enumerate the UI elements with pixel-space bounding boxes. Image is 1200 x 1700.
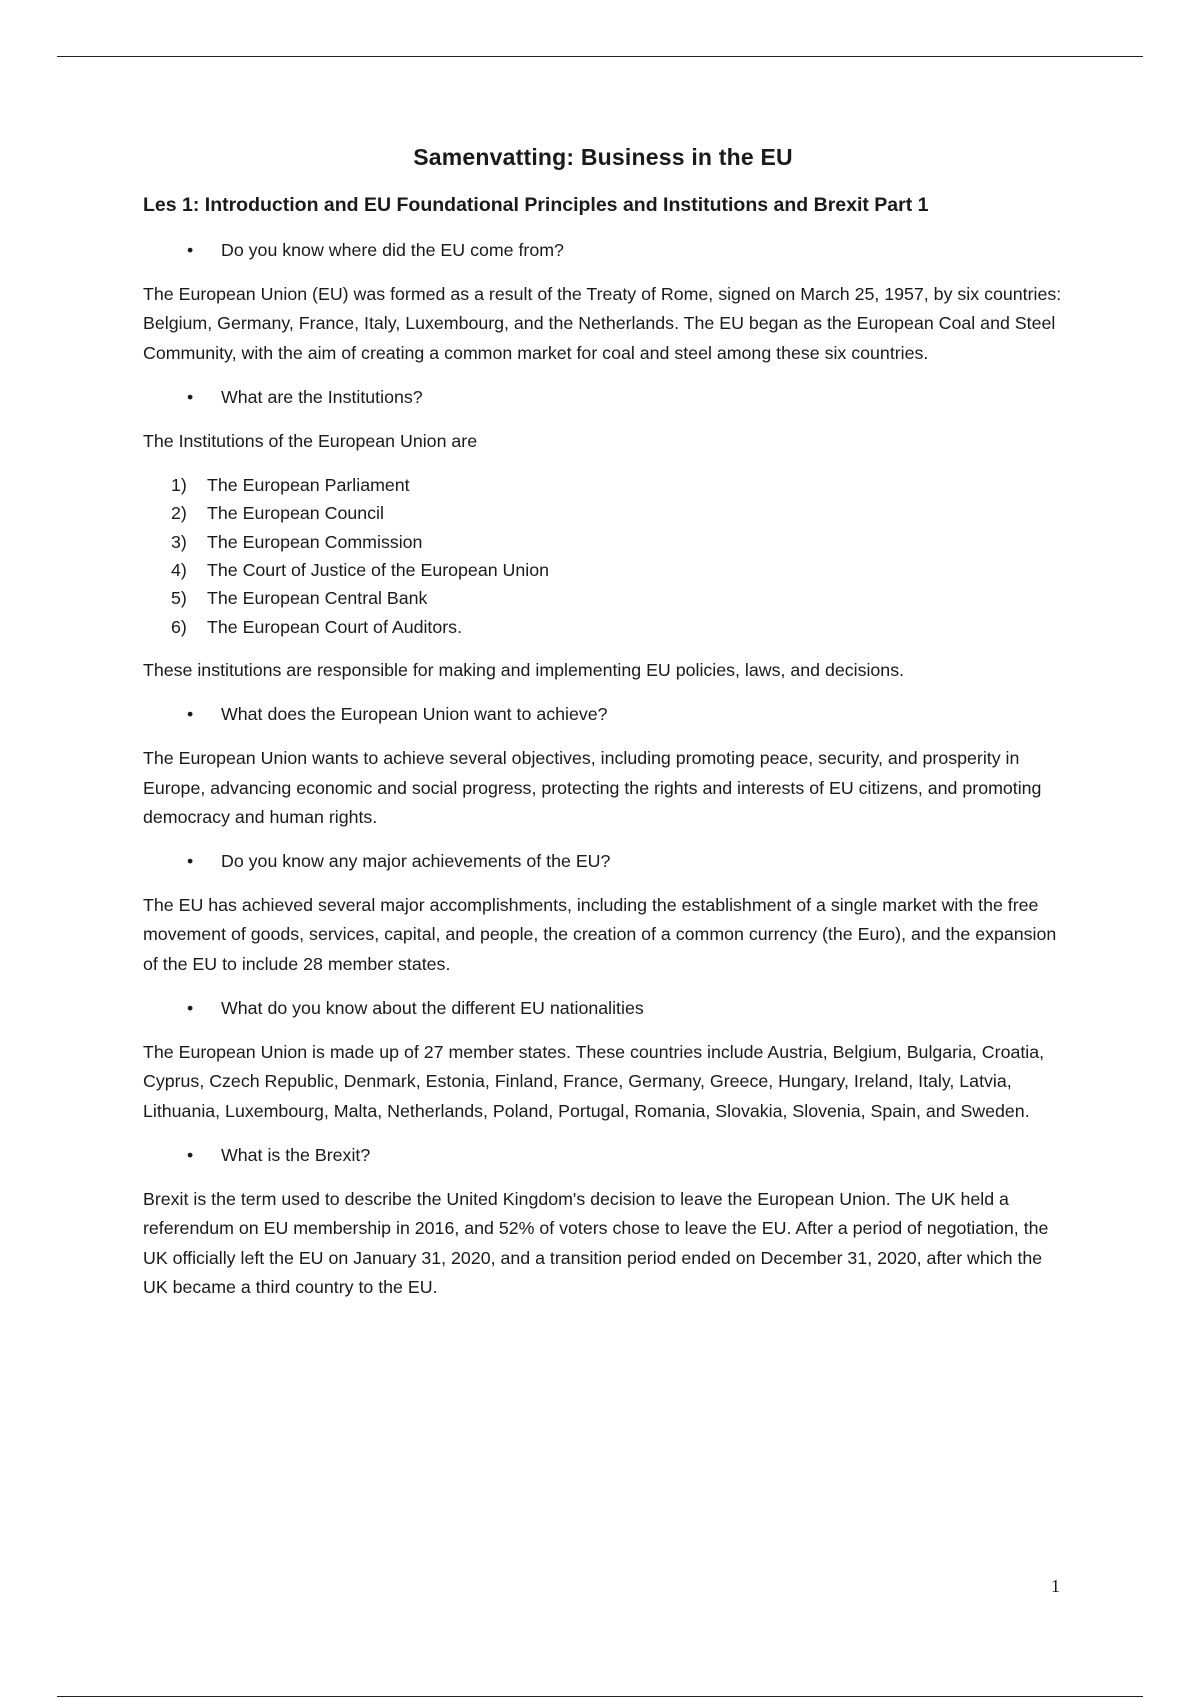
question-achievements [143, 847, 1063, 876]
list-item [143, 499, 1063, 527]
institutions-conclusion: These institutions are responsible for making and implementing EU policies, laws, and decisions. [143, 659, 905, 680]
question-text: Do you know where did the EU come from? [221, 240, 564, 260]
list-number: 2) [171, 503, 187, 524]
question-goals [143, 700, 1063, 729]
footer-rule [57, 1696, 1143, 1697]
answer-goals: The European Union wants to achieve several objectives, including promoting peace, security, and prosperity in Europe, advancing economic and social progress, protecting the rights and interests of EU citizens, and promoting democracy and human rights. [143, 748, 1042, 827]
question-text: What do you know about the different EU nationalities [221, 998, 644, 1019]
list-item-text: The European Council [207, 503, 384, 524]
bullet-icon: • [187, 851, 194, 872]
bullet-icon: • [187, 704, 194, 725]
answer-nationalities: The European Union is made up of 27 member states. These countries include Austria, Belgium, Bulgaria, Croatia, Cyprus, Czech Republic, Denmark, Estonia, Finland, France, Germany, Greece, Hungary, Ireland, Italy, Latvia, Lithuania, Luxembourg, Malta, Netherlands, Poland, Portugal, Romania, Slovakia, Slovenia, Spain, and Sweden. [143, 1042, 1045, 1121]
bullet-icon: • [187, 386, 194, 407]
answer-achievements: The EU has achieved several major accomplishments, including the establishment of a single market with the free movement of goods, services, capital, and people, the creation of a common currency (the Euro), and the expansion of the EU to include 28 member states. [143, 895, 1057, 974]
list-item [143, 613, 1063, 641]
institutions-intro: The Institutions of the European Union are [143, 430, 478, 451]
answer-brexit: Brexit is the term used to describe the United Kingdom's decision to leave the European Union. The UK held a referendum on EU membership in 2016, and 52% of voters chose to leave the EU. After a period of negotiation, the UK officially left the EU on January 31, 2020, and a transition period ended on December 31, 2020, after which the UK became a third country to the EU. [143, 1188, 1049, 1297]
lesson-heading: Les 1: Introduction and EU Foundational Principles and Institutions and Brexit Part 1 [143, 194, 929, 216]
bullet-icon: • [187, 1144, 194, 1165]
list-item [143, 556, 1063, 584]
list-item [143, 471, 1063, 499]
question-text: Do you know any major achievements of the EU? [221, 851, 611, 872]
answer-origin: The European Union (EU) was formed as a result of the Treaty of Rome, signed on March 25, 1957, by six countries: Belgium, Germany, France, Italy, Luxembourg, and the Netherlands. The EU began as the European Coal and Steel Community, with the aim of creating a common market for coal and steel among these six countries. [143, 284, 1062, 363]
question-text: What does the European Union want to achieve? [221, 704, 608, 725]
list-item-text: The European Commission [207, 531, 423, 552]
question-brexit [143, 1141, 1063, 1170]
list-number: 1) [171, 475, 187, 496]
header-rule [57, 56, 1143, 57]
list-item-text: The Court of Justice of the European Union [207, 560, 549, 581]
question-origin [143, 236, 1063, 265]
list-number: 4) [171, 560, 187, 581]
list-item [143, 584, 1063, 612]
page-number: 1 [1051, 1576, 1060, 1596]
bullet-icon: • [187, 998, 194, 1019]
bullet-icon: • [187, 240, 194, 260]
list-number: 6) [171, 616, 187, 637]
list-item-text: The European Court of Auditors. [207, 616, 463, 637]
list-item-text: The European Central Bank [207, 588, 428, 609]
list-number: 3) [171, 531, 187, 552]
question-institutions [143, 383, 1063, 412]
question-text: What is the Brexit? [221, 1144, 371, 1165]
list-item [143, 528, 1063, 556]
document-title: Samenvatting: Business in the EU [413, 144, 793, 170]
question-nationalities [143, 994, 1063, 1023]
page-content [143, 140, 1063, 1317]
list-item-text: The European Parliament [207, 475, 410, 496]
institutions-list [143, 471, 1063, 641]
list-number: 5) [171, 588, 187, 609]
question-text: What are the Institutions? [221, 386, 423, 407]
